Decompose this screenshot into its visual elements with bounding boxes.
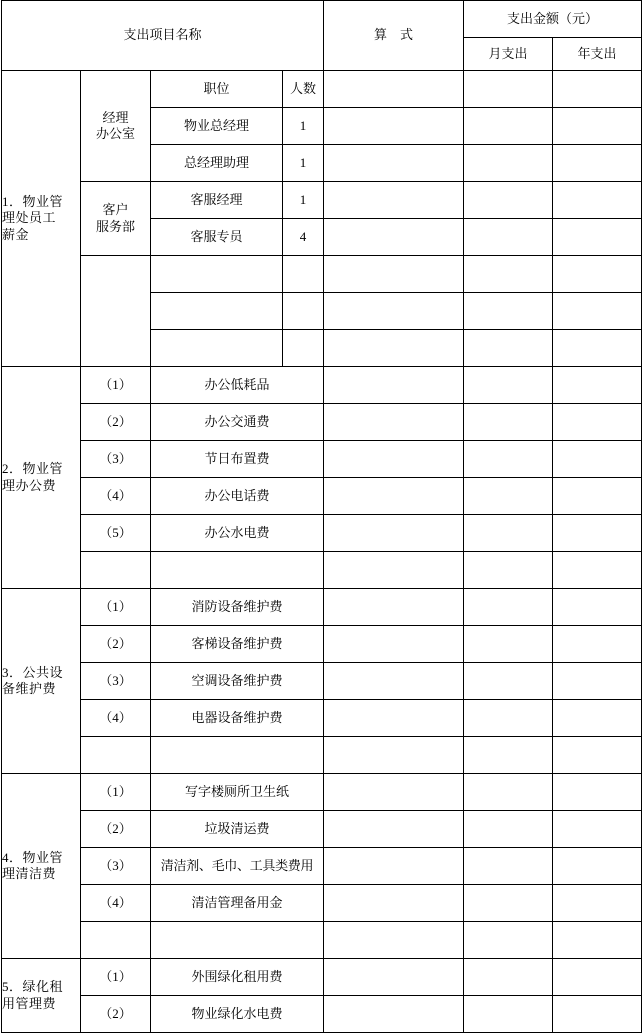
table-row bbox=[2, 959, 642, 996]
table-row bbox=[2, 626, 642, 663]
yearly-cell[interactable] bbox=[553, 959, 642, 996]
item-cell[interactable] bbox=[151, 330, 283, 367]
header-amount: 支出金额（元） bbox=[464, 1, 642, 38]
group-label-greening-expense: 5．绿化租 用管理费 bbox=[2, 959, 81, 1033]
item-cell: 办公电话费 bbox=[151, 478, 324, 515]
item-no: （5） bbox=[81, 515, 151, 552]
group-label-cleaning-expense: 4．物业管 理清洁费 bbox=[2, 774, 81, 959]
yearly-cell[interactable] bbox=[553, 737, 642, 774]
dept-label-blank[interactable] bbox=[81, 256, 151, 367]
yearly-cell[interactable] bbox=[553, 552, 642, 589]
table-row bbox=[2, 589, 642, 626]
monthly-cell[interactable] bbox=[464, 589, 553, 626]
table-row bbox=[2, 996, 642, 1033]
formula-cell[interactable] bbox=[324, 71, 464, 108]
formula-cell[interactable] bbox=[324, 404, 464, 441]
monthly-cell[interactable] bbox=[464, 441, 553, 478]
item-no: （1） bbox=[81, 959, 151, 996]
yearly-cell[interactable] bbox=[553, 589, 642, 626]
yearly-cell[interactable] bbox=[553, 996, 642, 1033]
headcount-cell: 1 bbox=[283, 182, 324, 219]
monthly-cell[interactable] bbox=[464, 145, 553, 182]
item-cell: 物业绿化水电费 bbox=[151, 996, 324, 1033]
item-no[interactable] bbox=[81, 922, 151, 959]
group-label-office-expense: 2．物业管 理办公费 bbox=[2, 367, 81, 589]
item-no: （3） bbox=[81, 441, 151, 478]
formula-cell[interactable] bbox=[324, 848, 464, 885]
formula-cell[interactable] bbox=[324, 959, 464, 996]
table-row bbox=[2, 478, 642, 515]
formula-cell[interactable] bbox=[324, 293, 464, 330]
formula-cell[interactable] bbox=[324, 182, 464, 219]
monthly-cell[interactable] bbox=[464, 922, 553, 959]
table-row bbox=[2, 700, 642, 737]
monthly-cell[interactable] bbox=[464, 108, 553, 145]
group-label-staff-salary: 1．物业管 理处员工 薪金 bbox=[2, 71, 81, 367]
formula-cell[interactable] bbox=[324, 330, 464, 367]
yearly-cell[interactable] bbox=[553, 441, 642, 478]
subheader-position: 职位 bbox=[151, 71, 283, 108]
table-row bbox=[2, 774, 642, 811]
formula-cell[interactable] bbox=[324, 996, 464, 1033]
monthly-cell[interactable] bbox=[464, 959, 553, 996]
formula-cell[interactable] bbox=[324, 774, 464, 811]
formula-cell[interactable] bbox=[324, 811, 464, 848]
item-no[interactable] bbox=[81, 737, 151, 774]
headcount-cell[interactable] bbox=[283, 293, 324, 330]
monthly-cell[interactable] bbox=[464, 515, 553, 552]
monthly-cell[interactable] bbox=[464, 848, 553, 885]
table-row bbox=[2, 404, 642, 441]
monthly-cell[interactable] bbox=[464, 811, 553, 848]
header-yearly: 年支出 bbox=[553, 38, 642, 71]
formula-cell[interactable] bbox=[324, 478, 464, 515]
header-monthly: 月支出 bbox=[464, 38, 553, 71]
header-item-name: 支出项目名称 bbox=[2, 1, 324, 71]
item-cell: 办公交通费 bbox=[151, 404, 324, 441]
item-cell[interactable] bbox=[151, 922, 324, 959]
yearly-cell[interactable] bbox=[553, 885, 642, 922]
yearly-cell[interactable] bbox=[553, 219, 642, 256]
formula-cell[interactable] bbox=[324, 552, 464, 589]
formula-cell[interactable] bbox=[324, 663, 464, 700]
item-no: （3） bbox=[81, 663, 151, 700]
item-no: （2） bbox=[81, 811, 151, 848]
item-no: （1） bbox=[81, 774, 151, 811]
yearly-cell[interactable] bbox=[553, 182, 642, 219]
yearly-cell[interactable] bbox=[553, 515, 642, 552]
monthly-cell[interactable] bbox=[464, 219, 553, 256]
monthly-cell[interactable] bbox=[464, 552, 553, 589]
table-row bbox=[2, 552, 642, 589]
item-cell[interactable] bbox=[151, 552, 324, 589]
monthly-cell[interactable] bbox=[464, 182, 553, 219]
monthly-cell[interactable] bbox=[464, 774, 553, 811]
monthly-cell[interactable] bbox=[464, 367, 553, 404]
monthly-cell[interactable] bbox=[464, 478, 553, 515]
item-cell: 客梯设备维护费 bbox=[151, 626, 324, 663]
yearly-cell[interactable] bbox=[553, 145, 642, 182]
yearly-cell[interactable] bbox=[553, 663, 642, 700]
formula-cell[interactable] bbox=[324, 108, 464, 145]
budget-table bbox=[1, 0, 642, 1033]
item-cell: 清洁剂、毛巾、工具类费用 bbox=[151, 848, 324, 885]
group-label-public-equipment: 3．公共设 备维护费 bbox=[2, 589, 81, 774]
item-cell: 外围绿化租用费 bbox=[151, 959, 324, 996]
yearly-cell[interactable] bbox=[553, 293, 642, 330]
yearly-cell[interactable] bbox=[553, 367, 642, 404]
monthly-cell[interactable] bbox=[464, 663, 553, 700]
table-row bbox=[2, 515, 642, 552]
item-cell: 垃圾清运费 bbox=[151, 811, 324, 848]
yearly-cell[interactable] bbox=[553, 774, 642, 811]
monthly-cell[interactable] bbox=[464, 626, 553, 663]
table-row bbox=[2, 71, 642, 108]
yearly-cell[interactable] bbox=[553, 626, 642, 663]
table-row bbox=[2, 663, 642, 700]
item-cell: 客服经理 bbox=[151, 182, 283, 219]
yearly-cell[interactable] bbox=[553, 108, 642, 145]
yearly-cell[interactable] bbox=[553, 404, 642, 441]
item-no: （2） bbox=[81, 626, 151, 663]
monthly-cell[interactable] bbox=[464, 737, 553, 774]
table-row bbox=[2, 367, 642, 404]
formula-cell[interactable] bbox=[324, 256, 464, 293]
monthly-cell[interactable] bbox=[464, 330, 553, 367]
headcount-cell[interactable] bbox=[283, 330, 324, 367]
item-no: （4） bbox=[81, 700, 151, 737]
headcount-cell: 4 bbox=[283, 219, 324, 256]
headcount-cell[interactable] bbox=[283, 256, 324, 293]
formula-cell[interactable] bbox=[324, 885, 464, 922]
formula-cell[interactable] bbox=[324, 441, 464, 478]
item-no: （4） bbox=[81, 478, 151, 515]
table-row bbox=[2, 182, 642, 219]
table-row bbox=[2, 885, 642, 922]
item-no[interactable] bbox=[81, 552, 151, 589]
item-no: （1） bbox=[81, 367, 151, 404]
table-row bbox=[2, 441, 642, 478]
item-cell: 办公水电费 bbox=[151, 515, 324, 552]
item-cell[interactable] bbox=[151, 293, 283, 330]
formula-cell[interactable] bbox=[324, 700, 464, 737]
item-cell: 客服专员 bbox=[151, 219, 283, 256]
dept-label-customer-service: 客户 服务部 bbox=[81, 182, 151, 256]
item-cell[interactable] bbox=[151, 256, 283, 293]
table-row bbox=[2, 811, 642, 848]
formula-cell[interactable] bbox=[324, 626, 464, 663]
item-cell: 写字楼厕所卫生纸 bbox=[151, 774, 324, 811]
monthly-cell[interactable] bbox=[464, 996, 553, 1033]
monthly-cell[interactable] bbox=[464, 256, 553, 293]
formula-cell[interactable] bbox=[324, 515, 464, 552]
item-no: （4） bbox=[81, 885, 151, 922]
monthly-cell[interactable] bbox=[464, 293, 553, 330]
item-cell: 电器设备维护费 bbox=[151, 700, 324, 737]
table-row bbox=[2, 922, 642, 959]
headcount-cell: 1 bbox=[283, 145, 324, 182]
item-no: （1） bbox=[81, 589, 151, 626]
item-cell: 消防设备维护费 bbox=[151, 589, 324, 626]
table-row bbox=[2, 737, 642, 774]
yearly-cell[interactable] bbox=[553, 811, 642, 848]
table-row bbox=[2, 256, 642, 293]
formula-cell[interactable] bbox=[324, 145, 464, 182]
yearly-cell[interactable] bbox=[553, 700, 642, 737]
table-row bbox=[2, 848, 642, 885]
monthly-cell[interactable] bbox=[464, 404, 553, 441]
formula-cell[interactable] bbox=[324, 737, 464, 774]
subheader-headcount: 人数 bbox=[283, 71, 324, 108]
formula-cell[interactable] bbox=[324, 589, 464, 626]
item-cell: 物业总经理 bbox=[151, 108, 283, 145]
table-header-row bbox=[2, 1, 642, 38]
yearly-cell[interactable] bbox=[553, 71, 642, 108]
item-cell[interactable] bbox=[151, 737, 324, 774]
formula-cell[interactable] bbox=[324, 219, 464, 256]
formula-cell[interactable] bbox=[324, 367, 464, 404]
item-cell: 办公低耗品 bbox=[151, 367, 324, 404]
header-formula: 算 式 bbox=[324, 1, 464, 71]
headcount-cell: 1 bbox=[283, 108, 324, 145]
item-cell: 清洁管理备用金 bbox=[151, 885, 324, 922]
monthly-cell[interactable] bbox=[464, 71, 553, 108]
item-no: （2） bbox=[81, 404, 151, 441]
item-cell: 节日布置费 bbox=[151, 441, 324, 478]
item-cell: 总经理助理 bbox=[151, 145, 283, 182]
monthly-cell[interactable] bbox=[464, 700, 553, 737]
formula-cell[interactable] bbox=[324, 922, 464, 959]
item-no: （2） bbox=[81, 996, 151, 1033]
item-no: （3） bbox=[81, 848, 151, 885]
yearly-cell[interactable] bbox=[553, 848, 642, 885]
monthly-cell[interactable] bbox=[464, 885, 553, 922]
yearly-cell[interactable] bbox=[553, 922, 642, 959]
yearly-cell[interactable] bbox=[553, 478, 642, 515]
yearly-cell[interactable] bbox=[553, 256, 642, 293]
yearly-cell[interactable] bbox=[553, 330, 642, 367]
dept-label-manager-office: 经理 办公室 bbox=[81, 71, 151, 182]
item-cell: 空调设备维护费 bbox=[151, 663, 324, 700]
